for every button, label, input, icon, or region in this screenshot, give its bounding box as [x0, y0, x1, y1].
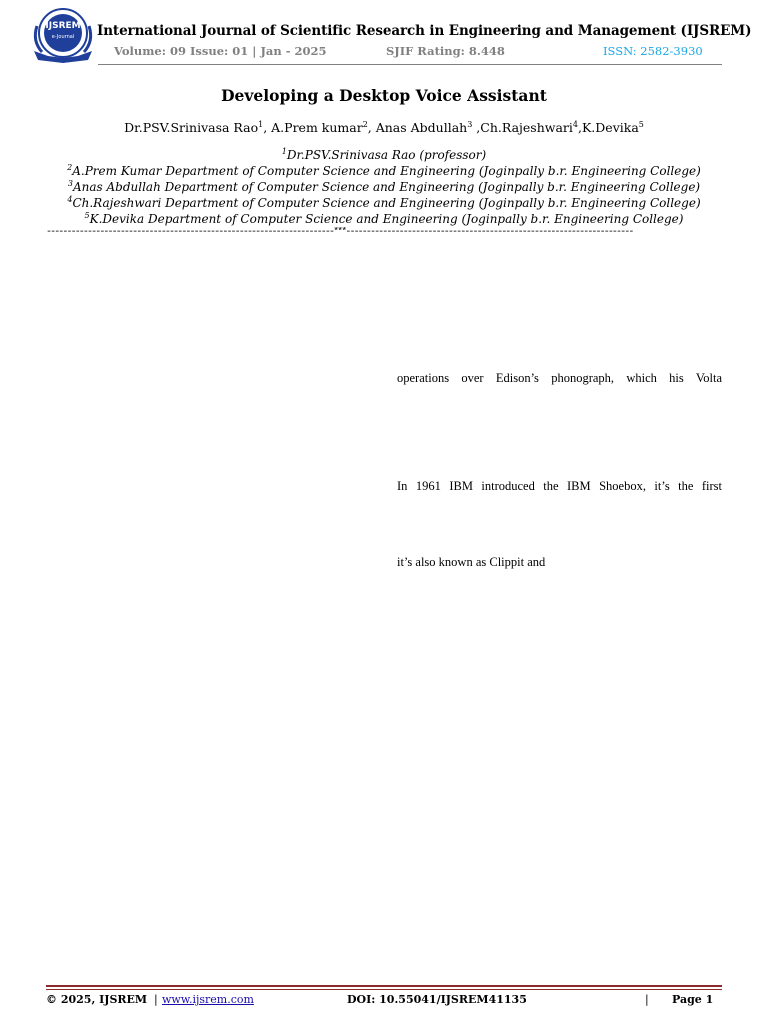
affiliation — [0, 179, 768, 194]
affiliation-sup: 4 — [67, 195, 73, 204]
author-name: A.Prem kumar — [271, 120, 363, 136]
volume-issue: Volume: 09 Issue: 01 | Jan - 2025 — [114, 44, 327, 58]
affiliation — [0, 211, 768, 226]
footer-rule — [46, 989, 722, 990]
page-number: Page 1 — [672, 993, 714, 1006]
affiliation-sup: 5 — [84, 211, 90, 220]
author-sup: 3 — [467, 120, 473, 129]
author-sep: , — [263, 120, 272, 136]
footer-separator: | — [645, 993, 649, 1006]
website-link[interactable]: www.ijsrem.com — [162, 993, 254, 1006]
affiliation-text: K.Devika Department of Computer Science and Engineering (Joginpally b.r. Engineering College) — [89, 212, 684, 226]
author-name: Ch.Rajeshwari — [480, 120, 573, 136]
sjif-rating: SJIF Rating: 8.448 — [386, 44, 505, 58]
body-text-line: it’s also known as Clippit and — [397, 555, 546, 569]
author-sep: , — [577, 120, 582, 136]
affiliation-sup: 1 — [281, 147, 287, 156]
affiliation — [0, 195, 768, 210]
affiliation-sup: 3 — [67, 179, 73, 188]
author-sup: 5 — [638, 120, 644, 129]
affiliation-text: Anas Abdullah Department of Computer Science and Engineering (Joginpally b.r. Engineering College) — [72, 180, 701, 194]
author-sep: , — [367, 120, 376, 136]
affiliation-sup: 2 — [67, 163, 73, 172]
doi: DOI: 10.55041/IJSREM41135 — [347, 993, 527, 1006]
footer-separator: | — [154, 993, 158, 1006]
author-name: Dr.PSV.Srinivasa Rao — [124, 120, 259, 136]
logo-subtext: e-Journal — [51, 34, 75, 40]
author-list — [0, 120, 768, 135]
affiliation-text: A.Prem Kumar Department of Computer Science and Engineering (Joginpally b.r. Engineering College) — [72, 164, 701, 178]
affiliation — [0, 163, 768, 178]
affiliation-text: Ch.Rajeshwari Department of Computer Science and Engineering (Joginpally b.r. Engineering College) — [72, 196, 701, 210]
issn: ISSN: 2582-3930 — [603, 44, 703, 58]
logo-text: IJSREM — [45, 21, 81, 31]
author-sup: 1 — [258, 120, 264, 129]
header-rule — [98, 64, 722, 65]
footer-rule — [46, 985, 722, 987]
copyright: © 2025, IJSREM — [46, 993, 148, 1006]
section-separator: ----------------------------------------------------------------------***---------------------------------------------------------------------- — [46, 227, 633, 238]
affiliation-text: Dr.PSV.Srinivasa Rao (professor) — [286, 148, 487, 162]
journal-logo — [28, 6, 98, 64]
author-sup: 2 — [362, 120, 368, 129]
author-sep: , — [472, 120, 481, 136]
author-name: Anas Abdullah — [375, 120, 468, 136]
affiliation — [0, 147, 768, 162]
author-sup: 4 — [572, 120, 578, 129]
body-text-line: operations over Edison’s phonograph, which his Volta — [397, 371, 722, 385]
author-name: K.Devika — [581, 120, 639, 136]
journal-title: International Journal of Scientific Research in Engineering and Management (IJSREM) — [97, 23, 752, 39]
paper-title: Developing a Desktop Voice Assistant — [221, 86, 547, 105]
body-text-line: In 1961 IBM introduced the IBM Shoebox, it’s the first — [397, 479, 722, 493]
